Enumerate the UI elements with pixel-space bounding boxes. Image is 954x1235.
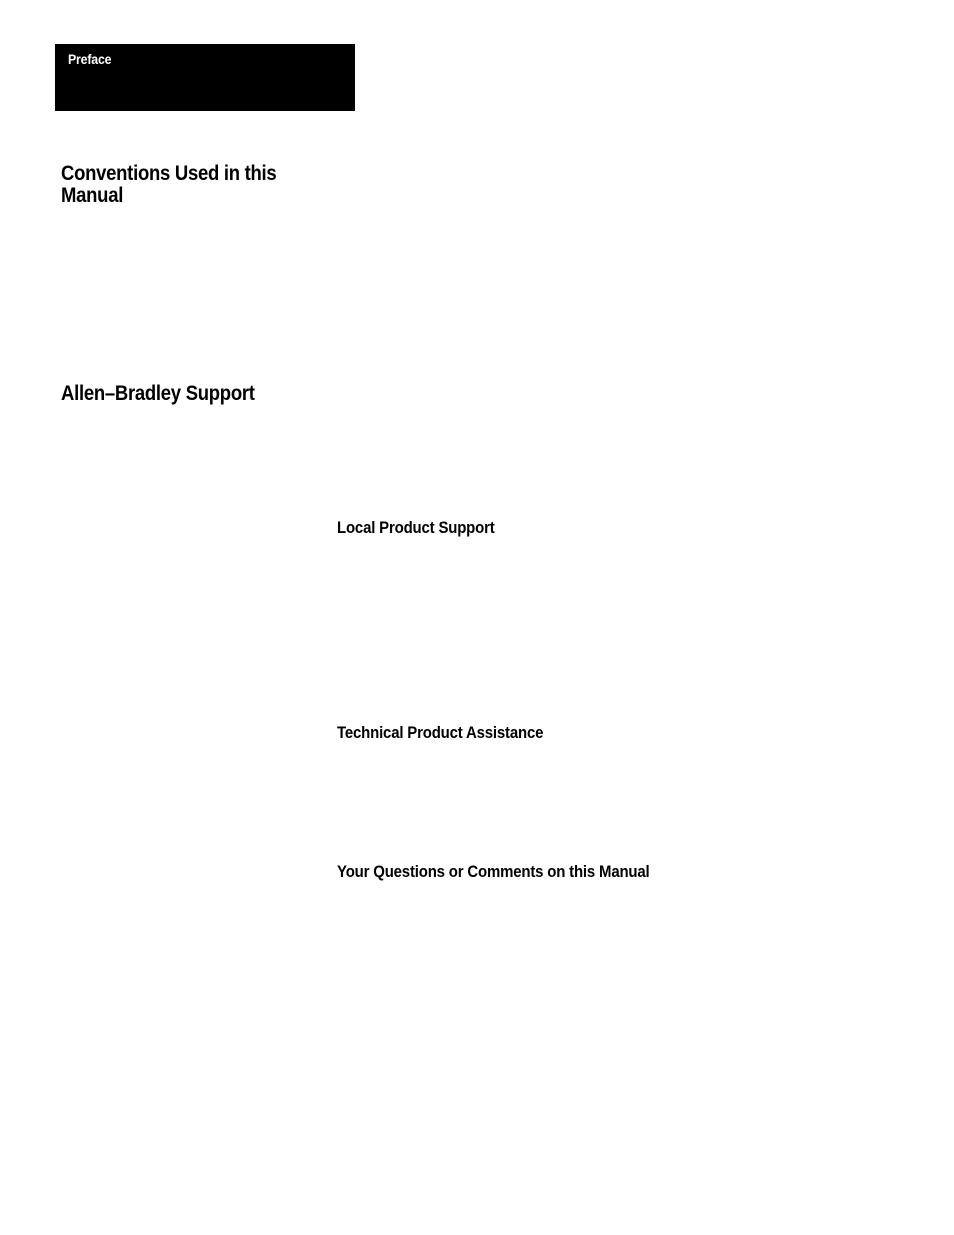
questions-comments-heading: Your Questions or Comments on this Manual <box>337 862 650 881</box>
allen-bradley-support-heading: Allen–Bradley Support <box>61 382 255 405</box>
preface-tab-label: Preface <box>68 51 112 67</box>
technical-product-assistance-heading: Technical Product Assistance <box>337 723 544 742</box>
preface-tab <box>55 44 355 111</box>
conventions-heading: Conventions Used in this Manual <box>61 162 277 207</box>
local-product-support-heading: Local Product Support <box>337 518 495 537</box>
